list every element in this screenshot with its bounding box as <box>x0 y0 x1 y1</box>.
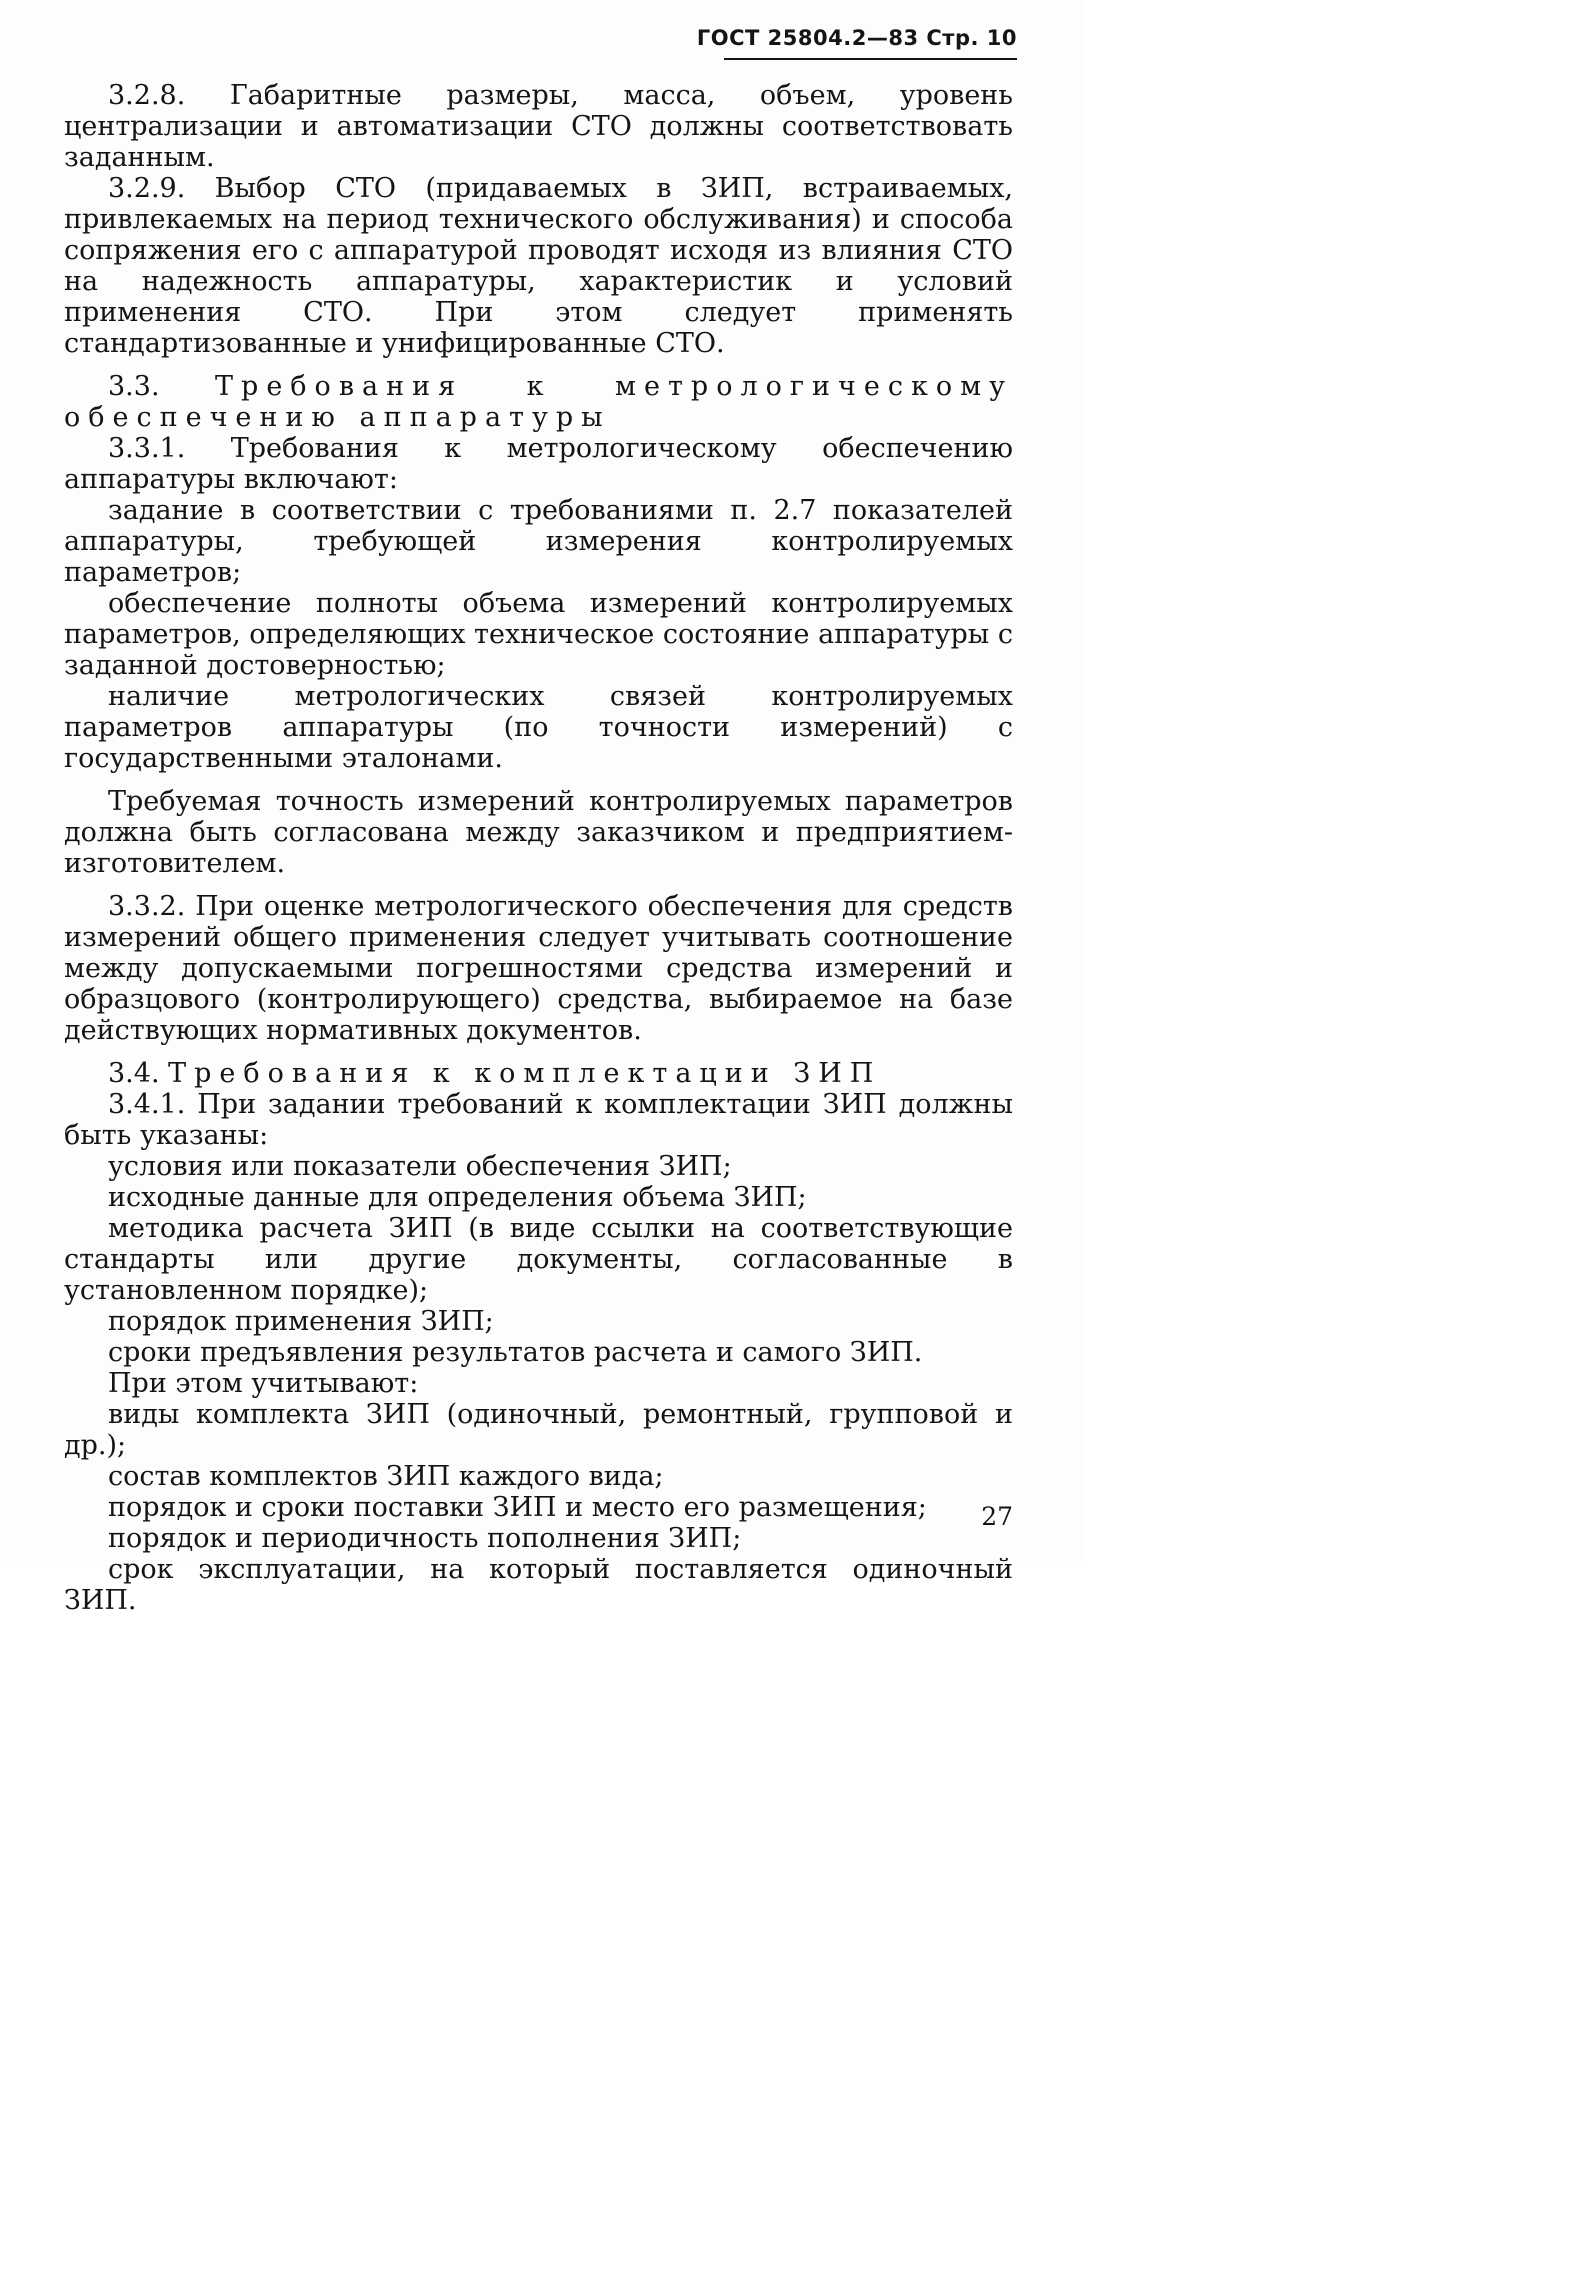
section-heading-3-4 <box>64 1058 1013 1089</box>
list-item: исходные данные для определения объема ЗИП; <box>108 1182 807 1213</box>
section-title: Требования к метрологическому обеспечению аппаратуры <box>64 371 1013 433</box>
clause-3-3-2: 3.3.2. При оценке метрологического обеспечения для средств измерений общего применения следует учитывать соотношение между допускаемыми погрешностями средства измерений и образцового (контролирующего) средства, выбираемое на базе действующих нормативных документов. <box>64 891 1013 1046</box>
running-header: ГОСТ 25804.2—83 Стр. 10 <box>696 26 1017 50</box>
clause-3-3-1-note: Требуемая точность измерений контролируемых параметров должна быть согласована между заказчиком и предприятием-изготовителем. <box>64 786 1013 879</box>
section-number: 3.3. <box>108 371 160 402</box>
list-item: порядок и периодичность пополнения ЗИП; <box>108 1523 742 1554</box>
list-item: условия или показатели обеспечения ЗИП; <box>108 1151 732 1182</box>
list-item: состав комплектов ЗИП каждого вида; <box>108 1461 664 1492</box>
section-number: 3.4. <box>108 1058 160 1089</box>
header-rule <box>724 58 1017 60</box>
clause-3-4-1-considerations: При этом учитывают: <box>108 1368 419 1399</box>
list-item: срок эксплуатации, на который поставляется одиночный ЗИП. <box>64 1554 1013 1616</box>
page-number: 27 <box>981 1502 1013 1531</box>
list-item: виды комплекта ЗИП (одиночный, ремонтный, групповой и др.); <box>64 1399 1013 1461</box>
clause-3-2-8: 3.2.8. Габаритные размеры, масса, объем, уровень централизации и автоматизации СТО должны соответствовать заданным. <box>64 80 1013 173</box>
list-item: методика расчета ЗИП (в виде ссылки на соответствующие стандарты или другие документы, согласованные в установленном порядке); <box>64 1213 1013 1306</box>
list-item: обеспечение полноты объема измерений контролируемых параметров, определяющих техническое состояние аппаратуры с заданной достоверностью; <box>64 588 1013 681</box>
clause-3-2-9: 3.2.9. Выбор СТО (придаваемых в ЗИП, встраиваемых, привлекаемых на период технического обслуживания) и способа сопряжения его с аппаратурой проводят исходя из влияния СТО на надежность аппаратуры, характеристик и условий применения СТО. При этом следует применять стандартизованные и унифицированные СТО. <box>64 173 1013 359</box>
document-body <box>64 80 1013 1616</box>
list-item: сроки предъявления результатов расчета и самого ЗИП. <box>108 1337 923 1368</box>
clause-3-4-1: 3.4.1. При задании требований к комплектации ЗИП должны быть указаны: <box>64 1089 1013 1151</box>
list-item: задание в соответствии с требованиями п. 2.7 показателей аппаратуры, требующей измерения контролируемых параметров; <box>64 495 1013 588</box>
list-item: порядок и сроки поставки ЗИП и место его размещения; <box>108 1492 927 1523</box>
clause-3-3-1: 3.3.1. Требования к метрологическому обеспечению аппаратуры включают: <box>64 433 1013 495</box>
section-heading-3-3 <box>64 371 1013 433</box>
section-title: Требования к комплектации ЗИП <box>168 1058 882 1089</box>
list-item: наличие метрологических связей контролируемых параметров аппаратуры (по точности измерений) с государственными эталонами. <box>64 681 1013 774</box>
document-page <box>0 0 1085 1616</box>
list-item: порядок применения ЗИП; <box>108 1306 494 1337</box>
